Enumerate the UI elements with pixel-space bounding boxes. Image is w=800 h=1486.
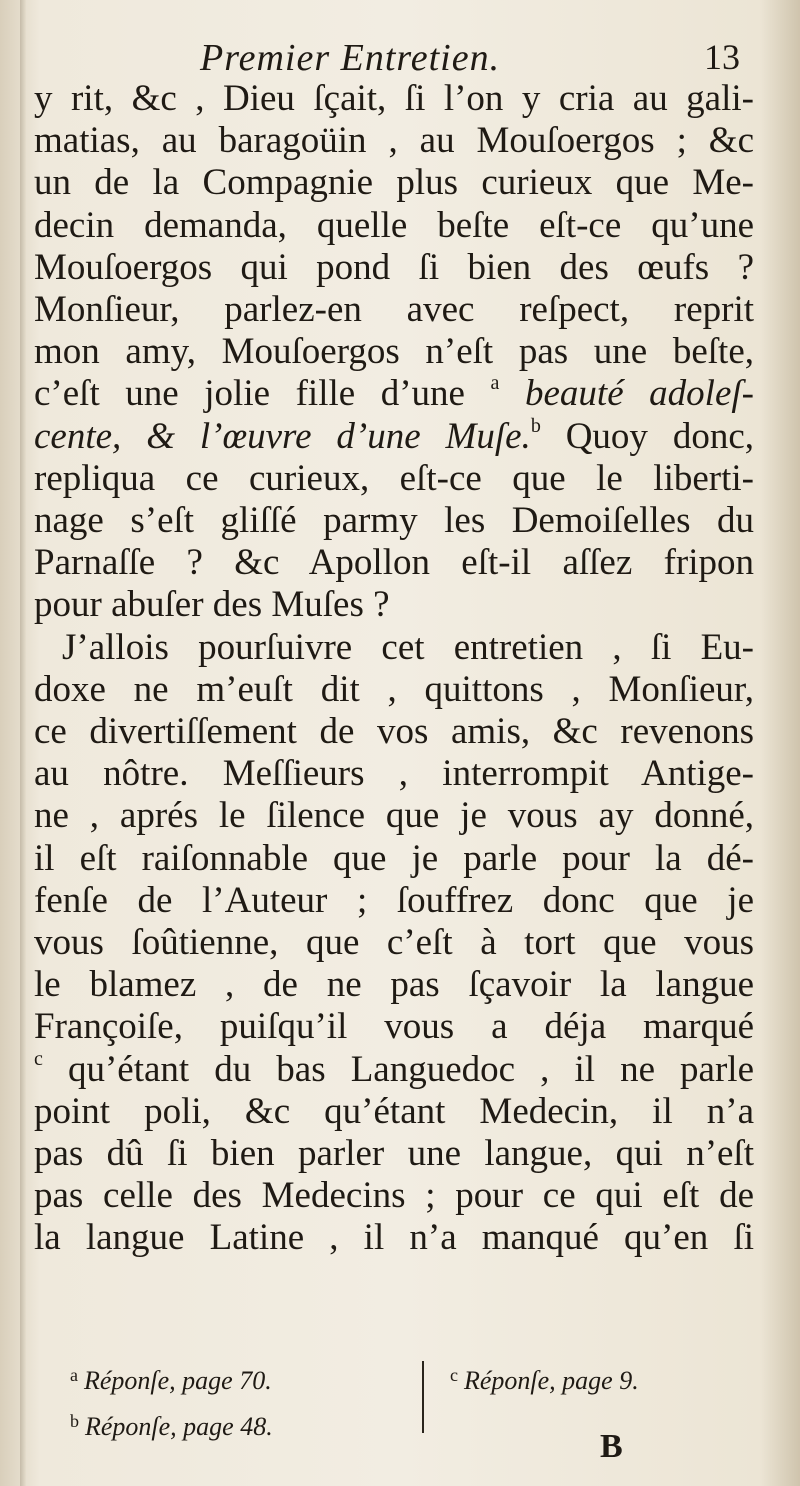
text-line (34, 373, 754, 415)
text-line: nage s’eſt gliſſé parmy les Demoiſelles du (34, 500, 754, 542)
text-line: pas dû ſi bien parler une langue, qui n’eſt (34, 1133, 754, 1175)
text-line: y rit, &c , Dieu ſçait, ſi l’on y cria au gali- (34, 78, 754, 119)
text-fragment: Quoy donc, (540, 415, 754, 457)
footnote-ref-c: c (34, 1047, 43, 1070)
text-line: un de la Compagnie plus curieux que Me- (34, 162, 754, 204)
body-text (34, 78, 754, 1260)
footnote-text: Réponſe, page 9. (464, 1366, 639, 1395)
text-line: Monſieur, parlez-en avec reſpect, reprit (34, 289, 754, 331)
footnote-c (450, 1355, 639, 1401)
text-line: pas celle des Medecins ; pour ce qui eſt de (34, 1175, 754, 1217)
text-line: ne , aprés le ſilence que je vous ay donné, (34, 795, 754, 837)
text-fragment: qu’étant du bas Languedoc , il ne parle (42, 1048, 754, 1090)
footnote-mark: c (450, 1365, 458, 1385)
footnote-b (70, 1401, 273, 1447)
italic-quote: cente, & l’œuvre d’une Muſe. (34, 415, 531, 457)
footnotes (70, 1355, 750, 1441)
italic-quote: beauté adoleſ- (499, 373, 754, 415)
footnote-divider (422, 1361, 424, 1433)
footnote-ref-a: a (490, 372, 500, 395)
text-line: Parnaſſe ? &c Apollon eſt-il aſſez fripon (34, 542, 754, 584)
text-line: Mouſoergos qui pond ſi bien des œufs ? (34, 246, 754, 288)
text-line: ce divertiſſement de vos amis, &c revenons (34, 711, 754, 753)
text-line: J’allois pourſuivre cet entretien , ſi Eu- (62, 626, 754, 668)
text-line: Françoiſe, puiſqu’il vous a déja marqué (34, 1006, 754, 1048)
footnotes-left (70, 1355, 273, 1447)
text-fragment: c’eſt une jolie fille d’une (34, 373, 491, 415)
text-line (34, 1049, 754, 1091)
footnotes-right (450, 1355, 639, 1401)
text-line: pour abuſer des Muſes ? (34, 584, 390, 626)
text-line: decin demanda, quelle beſte eſt-ce qu’une (34, 204, 754, 246)
page-number: 13 (704, 37, 740, 77)
text-line: matias, au baragoüin , au Mouſoergos ; &c (34, 120, 754, 162)
footnote-a (70, 1355, 273, 1401)
text-line: mon amy, Mouſoergos n’eſt pas une beſte, (34, 331, 754, 373)
footnote-mark: b (70, 1411, 79, 1431)
text-line: au nôtre. Meſſieurs , interrompit Antige- (34, 753, 754, 795)
text-line: la langue Latine , il n’a manqué qu’en ſi (34, 1217, 754, 1259)
footnote-ref-b: b (530, 414, 541, 437)
text-line: fenſe de l’Auteur ; ſouffrez donc que je (34, 879, 754, 921)
footnote-mark: a (70, 1365, 78, 1385)
page-gutter-shadow (20, 0, 26, 1486)
footnote-text: Réponſe, page 70. (84, 1366, 272, 1395)
text-line: doxe ne m’euſt dit , quittons , Monſieur, (34, 668, 754, 710)
text-line: le blamez , de ne pas ſçavoir la langue (34, 964, 754, 1006)
running-head: Premier Entretien. (200, 37, 501, 79)
text-line: point poli, &c qu’étant Medecin, il n’a (34, 1090, 754, 1132)
text-line: vous ſoûtienne, que c’eſt à tort que vous (34, 922, 754, 964)
footnote-text: Réponſe, page 48. (85, 1412, 273, 1441)
text-line: repliqua ce curieux, eſt-ce que le liberti- (34, 457, 754, 499)
text-line: il eſt raiſonnable que je parle pour la dé- (34, 837, 754, 879)
signature-mark: B (600, 1428, 623, 1465)
text-line (34, 416, 754, 458)
